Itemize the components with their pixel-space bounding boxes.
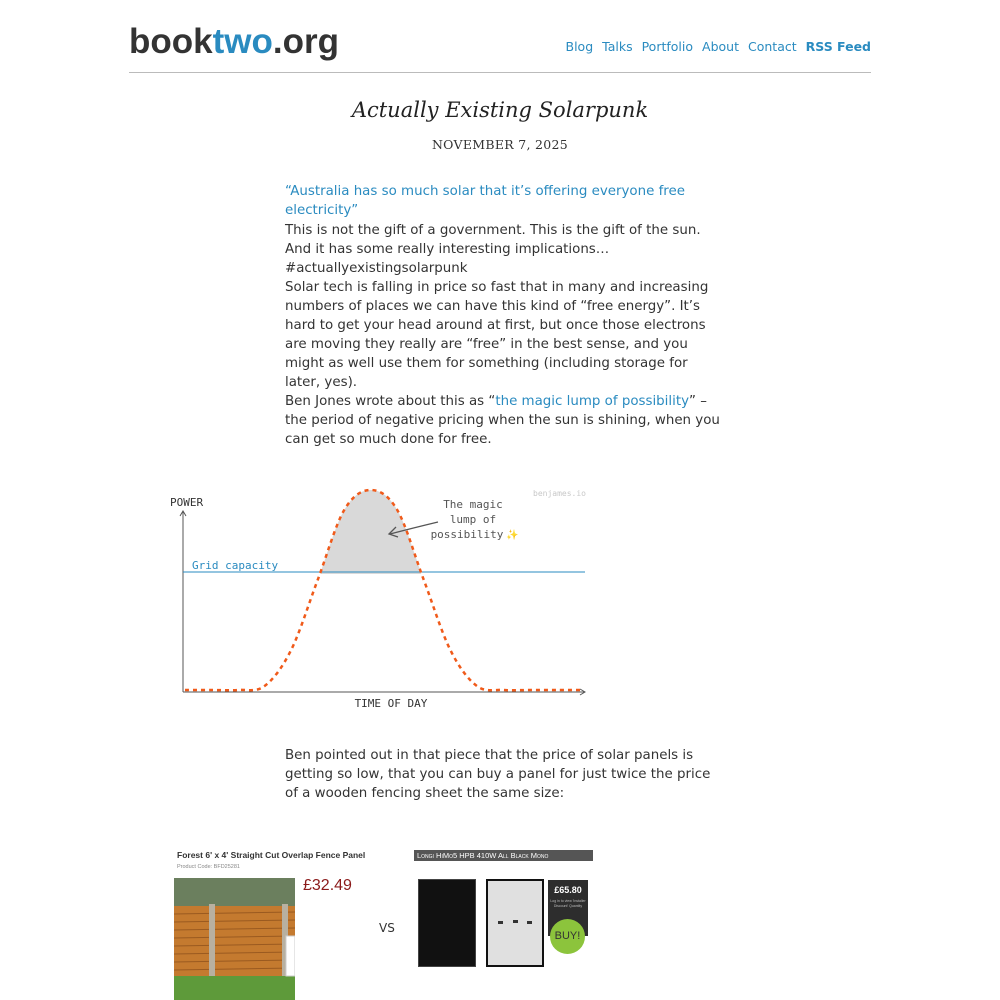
- chart-annotation-line3: possibility: [430, 528, 504, 541]
- post-date: NOVEMBER 7, 2025: [431, 137, 569, 152]
- paragraph-gift-of-sun: This is not the gift of a government. This is the gift of the sun. And it has some really interesting implications… #actuallyexistingsolarpunk: [285, 223, 701, 276]
- nav-about[interactable]: About: [702, 39, 739, 54]
- logo-text-two: two: [212, 22, 273, 61]
- chart-watermark: benjames.io: [533, 489, 586, 498]
- solar-panel-back-image: [486, 879, 544, 967]
- p4-pre: Ben Jones wrote about this as “: [285, 394, 496, 409]
- fence-panel-drawing: [174, 878, 295, 1000]
- chart-annotation-line1: The magic: [443, 498, 503, 511]
- logo-text-book: book: [129, 22, 213, 61]
- post-title: Actually Existing Solarpunk: [351, 98, 649, 122]
- vs-label: VS: [379, 921, 395, 935]
- fence-panel-photo: [174, 878, 295, 1000]
- nav-rss-feed[interactable]: RSS Feed: [805, 39, 871, 54]
- buy-button[interactable]: BUY!: [550, 919, 585, 954]
- solar-price: £65.80: [554, 885, 582, 895]
- nav-contact[interactable]: Contact: [748, 39, 797, 54]
- quote-link-paragraph: [285, 182, 725, 220]
- nav-portfolio[interactable]: Portfolio: [641, 39, 694, 54]
- sparkle-icon: ✨: [506, 530, 519, 541]
- magic-lump-chart: [165, 480, 595, 720]
- chart-y-axis-label: POWER: [170, 496, 204, 509]
- site-logo[interactable]: [129, 22, 339, 62]
- fence-product-title: Forest 6' x 4' Straight Cut Overlap Fence Panel: [177, 850, 366, 860]
- main-nav: [557, 39, 872, 54]
- solar-price-note: Log in to view 'Installer Discount' Quantity: [550, 899, 586, 908]
- nav-blog[interactable]: Blog: [565, 39, 594, 54]
- solar-product-title: Longi HiMo5 HPB 410W All Black Mono: [414, 850, 593, 861]
- chart-grid-capacity-label: Grid capacity: [192, 559, 279, 572]
- solar-panel-black-image: [418, 879, 476, 967]
- magic-lump-link[interactable]: the magic lump of possibility: [495, 394, 690, 409]
- paragraph-ben-jones: [285, 392, 725, 449]
- price-comparison-image: [170, 845, 600, 1000]
- chart-svg: [165, 480, 595, 720]
- fence-price: £32.49: [303, 877, 352, 894]
- panel-junction-boxes: [488, 881, 542, 965]
- logo-text-org: .org: [272, 22, 339, 61]
- nav-talks[interactable]: Talks: [602, 39, 633, 54]
- chart-x-axis-label: TIME OF DAY: [354, 697, 428, 710]
- site-header: [129, 20, 871, 73]
- fence-product-code: Product Code: BFD25281: [177, 864, 240, 870]
- paragraph-price-comparison: Ben pointed out in that piece that the price of solar panels is getting so low, that you can buy a panel for just twice the price of a wooden fencing sheet the same size:: [285, 748, 711, 801]
- p4-post: ” – the period of negative pricing when the sun is shining, when you can get so much done for free.: [285, 394, 720, 447]
- quote-link[interactable]: “Australia has so much solar that it’s offering everyone free electricity”: [285, 184, 685, 218]
- paragraph-solar-tech: Solar tech is falling in price so fast that in many and increasing numbers of places we can have this kind of “free energy”. It’s hard to get your head around at first, but once those electrons are moving they really are “free” in the best sense, and you might as well use them for something (including storage for later, yes).: [285, 280, 709, 390]
- chart-annotation-line2: lump of: [449, 513, 497, 526]
